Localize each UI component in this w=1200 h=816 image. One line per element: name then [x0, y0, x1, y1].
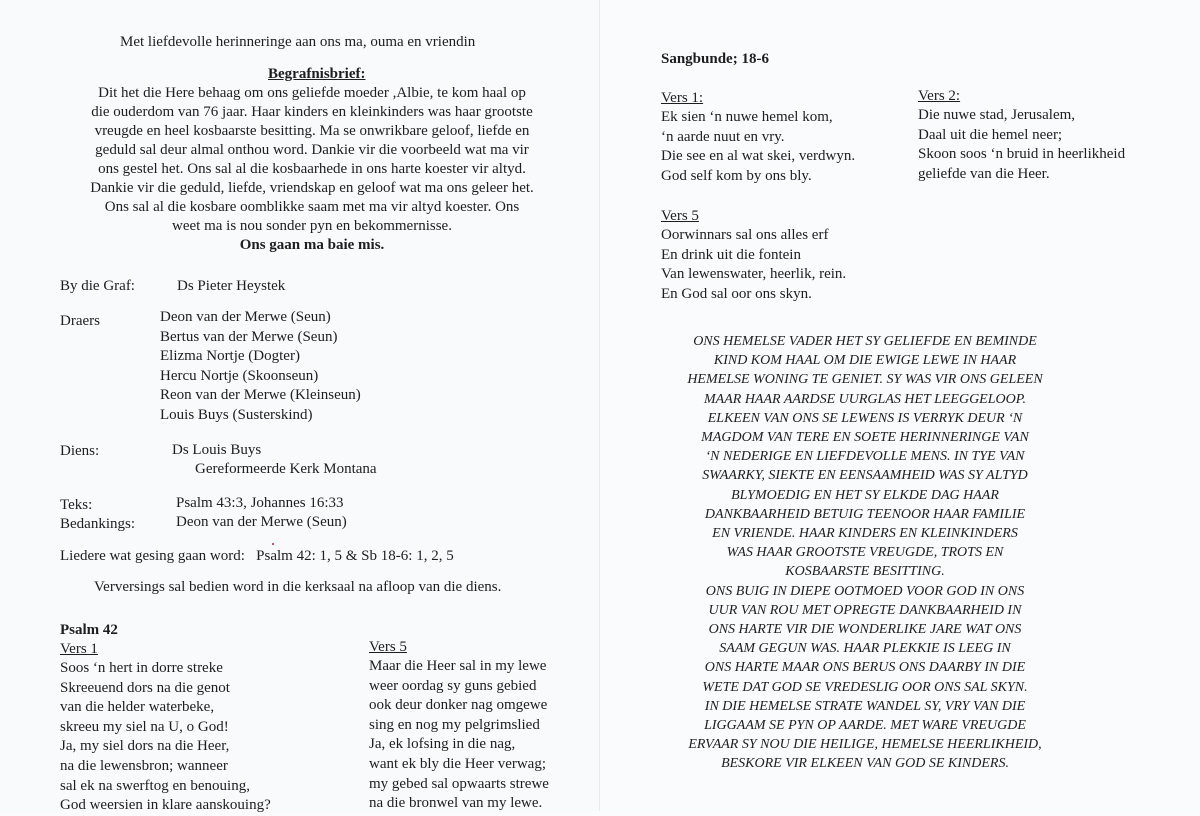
verse-line: geliefde van die Heer.	[918, 165, 1050, 182]
teks-value: Psalm 43:3, Johannes 16:33	[176, 495, 344, 511]
sang-vers5-lines	[661, 226, 846, 304]
tribute-line: ONS HARTE MAAR ONS BERUS ONS DAARBY IN DIE	[704, 660, 1026, 676]
tribute-line: ONS HARTE VIR DIE WONDERLIKE JARE WAT ONS	[708, 622, 1022, 638]
letter-line: weet ma is nou sonder pyn en bekommernisse.	[172, 218, 452, 234]
verse-line: Maar die Heer sal in my lewe	[369, 658, 547, 674]
diens-label: Diens:	[60, 443, 100, 459]
draer-item: Louis Buys (Susterskind)	[160, 406, 313, 423]
sang-vers5-title: Vers 5	[661, 208, 699, 224]
tribute-line: WAS HAAR GROOTSTE VREUGDE, TROTS EN	[726, 545, 1004, 561]
letter-line: Dankie vir die geduld, liefde, vriendskap en geloof wat ma ons geleer het.	[90, 180, 534, 196]
verse-line: sal ek na swerftog en benouing,	[60, 777, 250, 794]
letter-line: geduld sal deur almal onthou word. Dankie vir die voorbeeld wat ma vir	[95, 142, 529, 158]
verse-line: Ek sien ‘n nuwe hemel kom,	[661, 109, 833, 125]
bedankings-label: Bedankings:	[60, 516, 135, 532]
tribute-line: SWAARKY, SIEKTE EN EENSAAMHEID WAS SY ALTYD	[702, 468, 1028, 484]
verse-line: want ek bly die Heer verwag;	[369, 755, 547, 772]
verse-line: Oorwinnars sal ons alles erf	[661, 227, 829, 243]
letter-line: Dit het die Here behaag om ons geliefde moeder ,Albie, te kom haal op	[98, 85, 526, 101]
verse-line: sing en nog my pelgrimslied	[369, 716, 540, 733]
tribute-line: UUR VAN ROU MET OPREGTE DANKBAARHEID IN	[708, 602, 1022, 618]
verse-line: God weersien in klare aanskouing?	[60, 797, 271, 814]
sangbunde-title: Sangbunde; 18-6	[661, 51, 769, 67]
verse-line: God self kom by ons bly.	[661, 167, 812, 184]
liedere-text: Liedere wat gesing gaan word: Psalm 42: 1, 5 & Sb 18-6: 1, 2, 5	[60, 548, 454, 564]
verse-line: Ja, my siel dors na die Heer,	[60, 738, 230, 755]
verse-line: Van lewenswater, heerlik, rein.	[661, 266, 847, 282]
teks-label: Teks:	[60, 497, 93, 513]
tribute-line: WETE DAT GOD SE VREDESLIG OOR ONS SAL SKYN.	[702, 679, 1028, 695]
verse-line: na die bronwel van my lewe.	[369, 795, 543, 812]
tribute-text	[660, 332, 1070, 774]
verse-line: Skoon soos ‘n bruid in heerlikheid	[918, 146, 1126, 162]
draers-label: Draers	[60, 313, 100, 329]
tribute-line: BESKORE VIR ELKEEN VAN GOD SE KINDERS.	[721, 756, 1009, 772]
verse-line: weer oordag sy guns gebied	[369, 677, 537, 694]
verse-line: En drink uit die fontein	[661, 246, 801, 263]
tribute-line: KIND KOM HAAL OM DIE EWIGE LEWE IN HAAR	[713, 353, 1017, 369]
letter-body	[62, 84, 562, 255]
sang-vers1-title: Vers 1:	[661, 90, 704, 106]
verse-line: my gebed sal opwaarts strewe	[369, 775, 549, 792]
sang-vers2-title: Vers 2:	[918, 88, 961, 104]
sang-vers1-lines	[661, 108, 855, 186]
verversings-text: Verversings sal bedien word in die kerksaal na afloop van die diens.	[94, 579, 502, 595]
graf-value: Ds Pieter Heystek	[177, 278, 286, 294]
draer-item: Hercu Nortje (Skoonseun)	[160, 367, 319, 384]
psalm-vers5-title: Vers 5	[369, 639, 407, 655]
verse-line: En God sal oor ons skyn.	[661, 285, 812, 302]
tribute-line: ERVAAR SY NOU DIE HEILIGE, HEMELSE HEERLIKHEID,	[688, 737, 1042, 753]
tribute-line: HEMELSE WONING TE GENIET. SY WAS VIR ONS GELEEN	[687, 372, 1043, 388]
verse-line: na die lewensbron; wanneer	[60, 757, 228, 774]
verse-line: Daal uit die hemel neer;	[918, 126, 1063, 143]
verse-line: Skreeuend dors na die genot	[60, 679, 230, 696]
psalm-title: Psalm 42	[60, 622, 118, 638]
letter-line: Ons sal al die kosbare oomblikke saam met ma vir altyd koester. Ons	[104, 199, 520, 215]
tribute-line: DANKBAARHEID BETUIG TEENOOR HAAR FAMILIE	[704, 506, 1026, 522]
tribute-line: SAAM GEGUN WAS. HAAR PLEKKIE IS LEEG IN	[719, 641, 1011, 657]
sang-vers2-lines	[918, 106, 1125, 184]
psalm-vers5-lines	[369, 657, 549, 814]
tribute-line: KOSBAARSTE BESITTING.	[785, 564, 945, 580]
psalm-vers1-title: Vers 1	[60, 641, 98, 657]
tribute-line: EN VRIENDE. HAAR KINDERS EN KLEINKINDERS	[712, 526, 1018, 542]
tribute-line: BLYMOEDIG EN HET SY ELKDE DAG HAAR	[731, 487, 999, 503]
draer-item: Reon van der Merwe (Kleinseun)	[160, 387, 361, 403]
graf-label: By die Graf:	[60, 278, 135, 294]
verse-line: ook deur donker nag omgewe	[369, 697, 548, 714]
tribute-line: ONS BUIG IN DIEPE OOTMOED VOOR GOD IN ONS	[705, 583, 1025, 599]
verse-line: van die helder waterbeke,	[60, 699, 215, 716]
verse-line: Die nuwe stad, Jerusalem,	[918, 107, 1076, 123]
dedication: Met liefdevolle herinneringe aan ons ma, ouma en vriendin	[120, 34, 476, 50]
tribute-line: ‘N NEDERIGE EN LIEFDEVOLLE MENS. IN TYE VAN	[705, 449, 1025, 465]
left-page	[0, 0, 600, 814]
psalm-vers1-lines	[60, 659, 271, 816]
draer-item: Elizma Nortje (Dogter)	[160, 348, 300, 364]
verse-line: skreeu my siel na U, o God!	[60, 718, 229, 735]
tribute-line: MAGDOM VAN TERE EN SOETE HERINNERINGE VAN	[701, 430, 1029, 446]
draer-item: Bertus van der Merwe (Seun)	[160, 328, 338, 345]
letter-line: ons gestel het. Ons sal al die kosbaarhede in ons harte koester vir altyd.	[98, 161, 526, 177]
draer-item: Deon van der Merwe (Seun)	[160, 309, 331, 325]
letter-closing: Ons gaan ma baie mis.	[239, 237, 385, 253]
letter-line: vreugde en heel kosbaarste besitting. Ma se onwrikbare geloof, liefde en	[94, 123, 530, 139]
tribute-line: ONS HEMELSE VADER HET SY GELIEFDE EN BEMINDE	[693, 334, 1037, 349]
letter-line: die ouderdom van 76 jaar. Haar kinders en kleinkinders was haar grootste	[91, 104, 533, 120]
ink-speck	[272, 543, 274, 545]
bedankings-value: Deon van der Merwe (Seun)	[176, 514, 347, 530]
verse-line: Die see en al wat skei, verdwyn.	[661, 148, 856, 164]
verse-line: Soos ‘n hert in dorre streke	[60, 660, 223, 676]
tribute-line: IN DIE HEMELSE STRATE WANDEL SY, VRY VAN DIE	[704, 698, 1026, 714]
verse-line: Ja, ek lofsing in die nag,	[369, 736, 516, 753]
verse-line: ‘n aarde nuut en vry.	[661, 128, 785, 145]
diens-church: Gereformeerde Kerk Montana	[195, 461, 377, 477]
tribute-line: ELKEEN VAN ONS SE LEWENS IS VERRYK DEUR ‘N	[707, 410, 1023, 426]
tribute-line: LIGGAAM SE PYN OP AARDE. MET WARE VREUGDE	[704, 718, 1026, 734]
letter-heading: Begrafnisbrief:	[268, 66, 366, 82]
diens-minister: Ds Louis Buys	[172, 442, 262, 458]
tribute-line: MAAR HAAR AARDSE UURGLAS HET LEEGGELOOP.	[704, 391, 1026, 407]
draers-list	[160, 308, 361, 425]
